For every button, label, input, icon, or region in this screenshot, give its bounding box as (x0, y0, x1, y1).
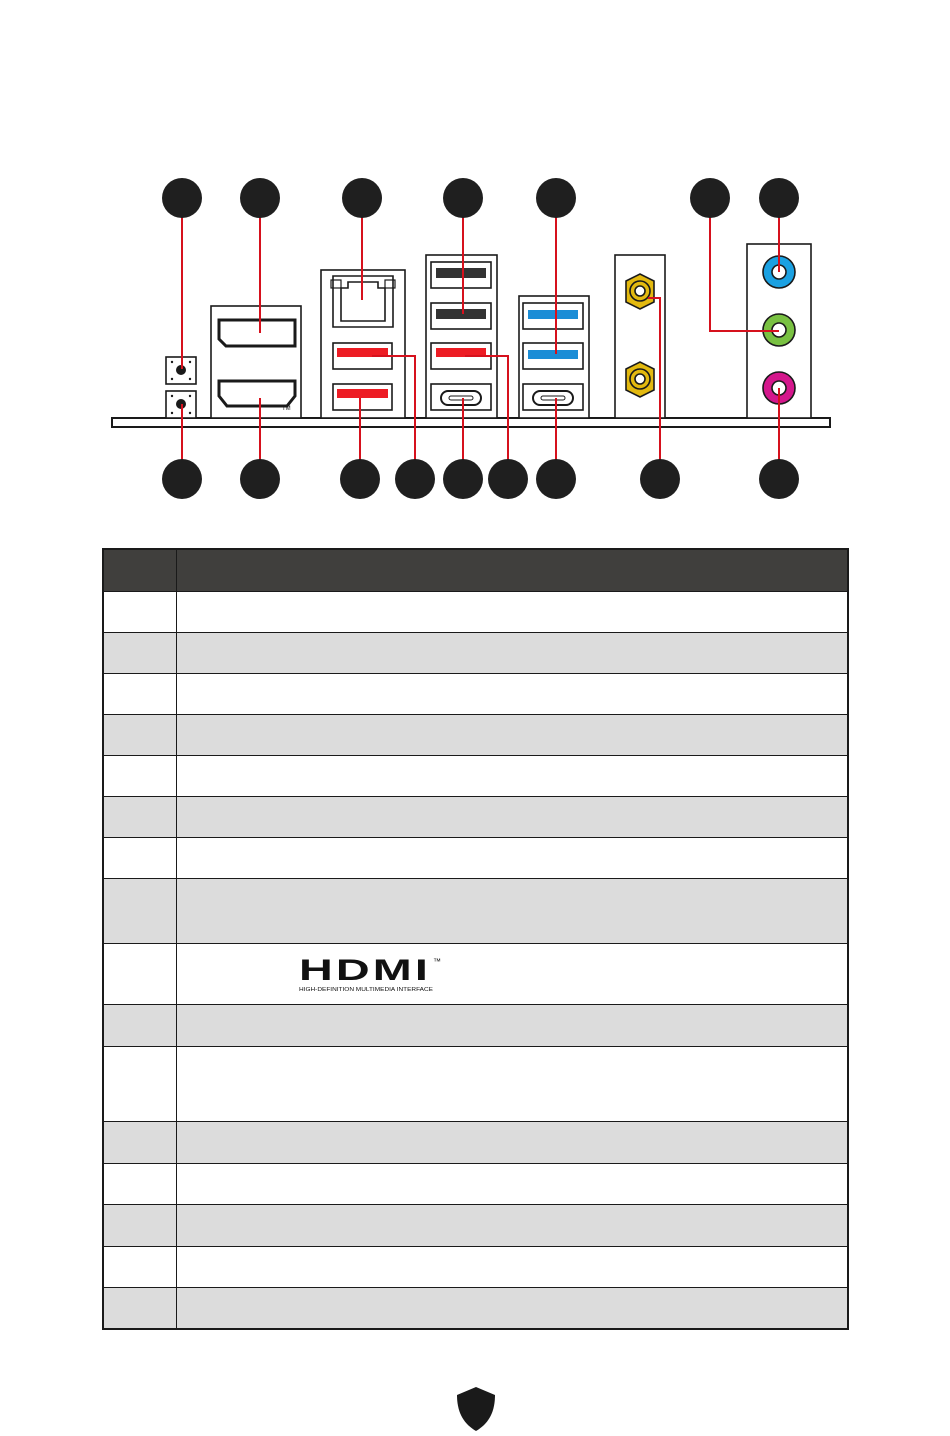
usb-stack-blue (519, 296, 589, 418)
table-row-description-cell (177, 1164, 849, 1205)
callout-marker (488, 459, 528, 499)
callout-marker (395, 459, 435, 499)
page-shield-icon (455, 1386, 497, 1432)
table-row-number-cell (103, 674, 177, 715)
table-row-number-cell (103, 879, 177, 944)
table-row-description-cell (177, 592, 849, 633)
hdmi-port-icon (219, 381, 295, 406)
svg-text:HDMI: HDMI (299, 954, 431, 987)
usb-port-black-2 (436, 309, 486, 319)
table-row-number-cell (103, 1288, 177, 1330)
table-row-description-cell (177, 838, 849, 879)
table-row-description-cell (177, 879, 849, 944)
table-row-description-cell (177, 1247, 849, 1288)
antenna-connector-icon-1 (626, 274, 654, 309)
table-row (103, 756, 848, 797)
table-row-description-cell (177, 633, 849, 674)
table-row-number-cell (103, 715, 177, 756)
callout-marker (759, 459, 799, 499)
table-row-description-cell (177, 674, 849, 715)
table-row (103, 1047, 848, 1122)
usb-port-blue-1 (528, 310, 578, 319)
table-row-number-cell (103, 633, 177, 674)
table-row (103, 1247, 848, 1288)
table-row-number-cell (103, 1005, 177, 1047)
table-row-number-cell (103, 756, 177, 797)
usb-port-red-2 (337, 389, 388, 398)
table-row-number-cell (103, 944, 177, 1005)
table-header-row (103, 549, 848, 592)
antenna-connector-icon-2 (626, 362, 654, 397)
callout-marker (162, 178, 202, 218)
table-row-description-cell (177, 1122, 849, 1164)
io-shield-baseline (112, 418, 830, 427)
table-row-number-cell (103, 1205, 177, 1247)
port-description-table-body (103, 549, 848, 1329)
table-row-number-cell (103, 1247, 177, 1288)
callout-marker (690, 178, 730, 218)
table-row-description-cell (177, 1005, 849, 1047)
table-row (103, 797, 848, 838)
table-row-description-cell (177, 756, 849, 797)
callout-marker (240, 459, 280, 499)
callout-marker (759, 178, 799, 218)
table-row (103, 944, 848, 1005)
table-row (103, 838, 848, 879)
video-output-cluster (211, 306, 301, 418)
usb-port-black-1 (436, 268, 486, 278)
table-row-description-cell (177, 944, 849, 1005)
callout-markers-top (162, 178, 799, 218)
usb-stack-black-red (426, 255, 497, 418)
table-row-number-cell (103, 838, 177, 879)
callout-marker (240, 178, 280, 218)
port-description-table (102, 548, 849, 1330)
table-row (103, 592, 848, 633)
callout-marker (443, 459, 483, 499)
table-row-number-cell (103, 797, 177, 838)
table-header-number-cell (103, 549, 177, 592)
svg-text:HIGH-DEFINITION MULTIMEDIA INT: HIGH-DEFINITION MULTIMEDIA INTERFACE (299, 987, 434, 993)
callout-marker (536, 178, 576, 218)
hdmi-logo (297, 954, 447, 994)
callout-marker (443, 178, 483, 218)
table-row-description-cell (177, 1047, 849, 1122)
table-row-description-cell (177, 1205, 849, 1247)
callout-marker (162, 459, 202, 499)
table-row-description-cell (177, 715, 849, 756)
table-row (103, 1122, 848, 1164)
table-row (103, 674, 848, 715)
table-header-description-cell (177, 549, 849, 592)
callout-marker (640, 459, 680, 499)
table-row-number-cell (103, 1047, 177, 1122)
table-row (103, 1005, 848, 1047)
displayport-port-icon (219, 320, 295, 346)
table-row (103, 1205, 848, 1247)
usb-port-blue-2 (528, 350, 578, 359)
table-row-description-cell (177, 1288, 849, 1330)
table-row (103, 879, 848, 944)
svg-text:™: ™ (433, 957, 441, 966)
svg-text:TM: TM (282, 406, 291, 412)
callout-marker (340, 459, 380, 499)
callout-marker (536, 459, 576, 499)
callout-marker (342, 178, 382, 218)
rear-io-panel-diagram (0, 0, 950, 520)
table-row (103, 633, 848, 674)
table-row (103, 715, 848, 756)
table-row-number-cell (103, 592, 177, 633)
callout-markers-bottom (162, 459, 799, 499)
table-row-description-cell (177, 797, 849, 838)
wifi-antenna-cluster (615, 255, 665, 418)
table-row (103, 1164, 848, 1205)
table-row-number-cell (103, 1122, 177, 1164)
table-row (103, 1288, 848, 1330)
table-row-number-cell (103, 1164, 177, 1205)
